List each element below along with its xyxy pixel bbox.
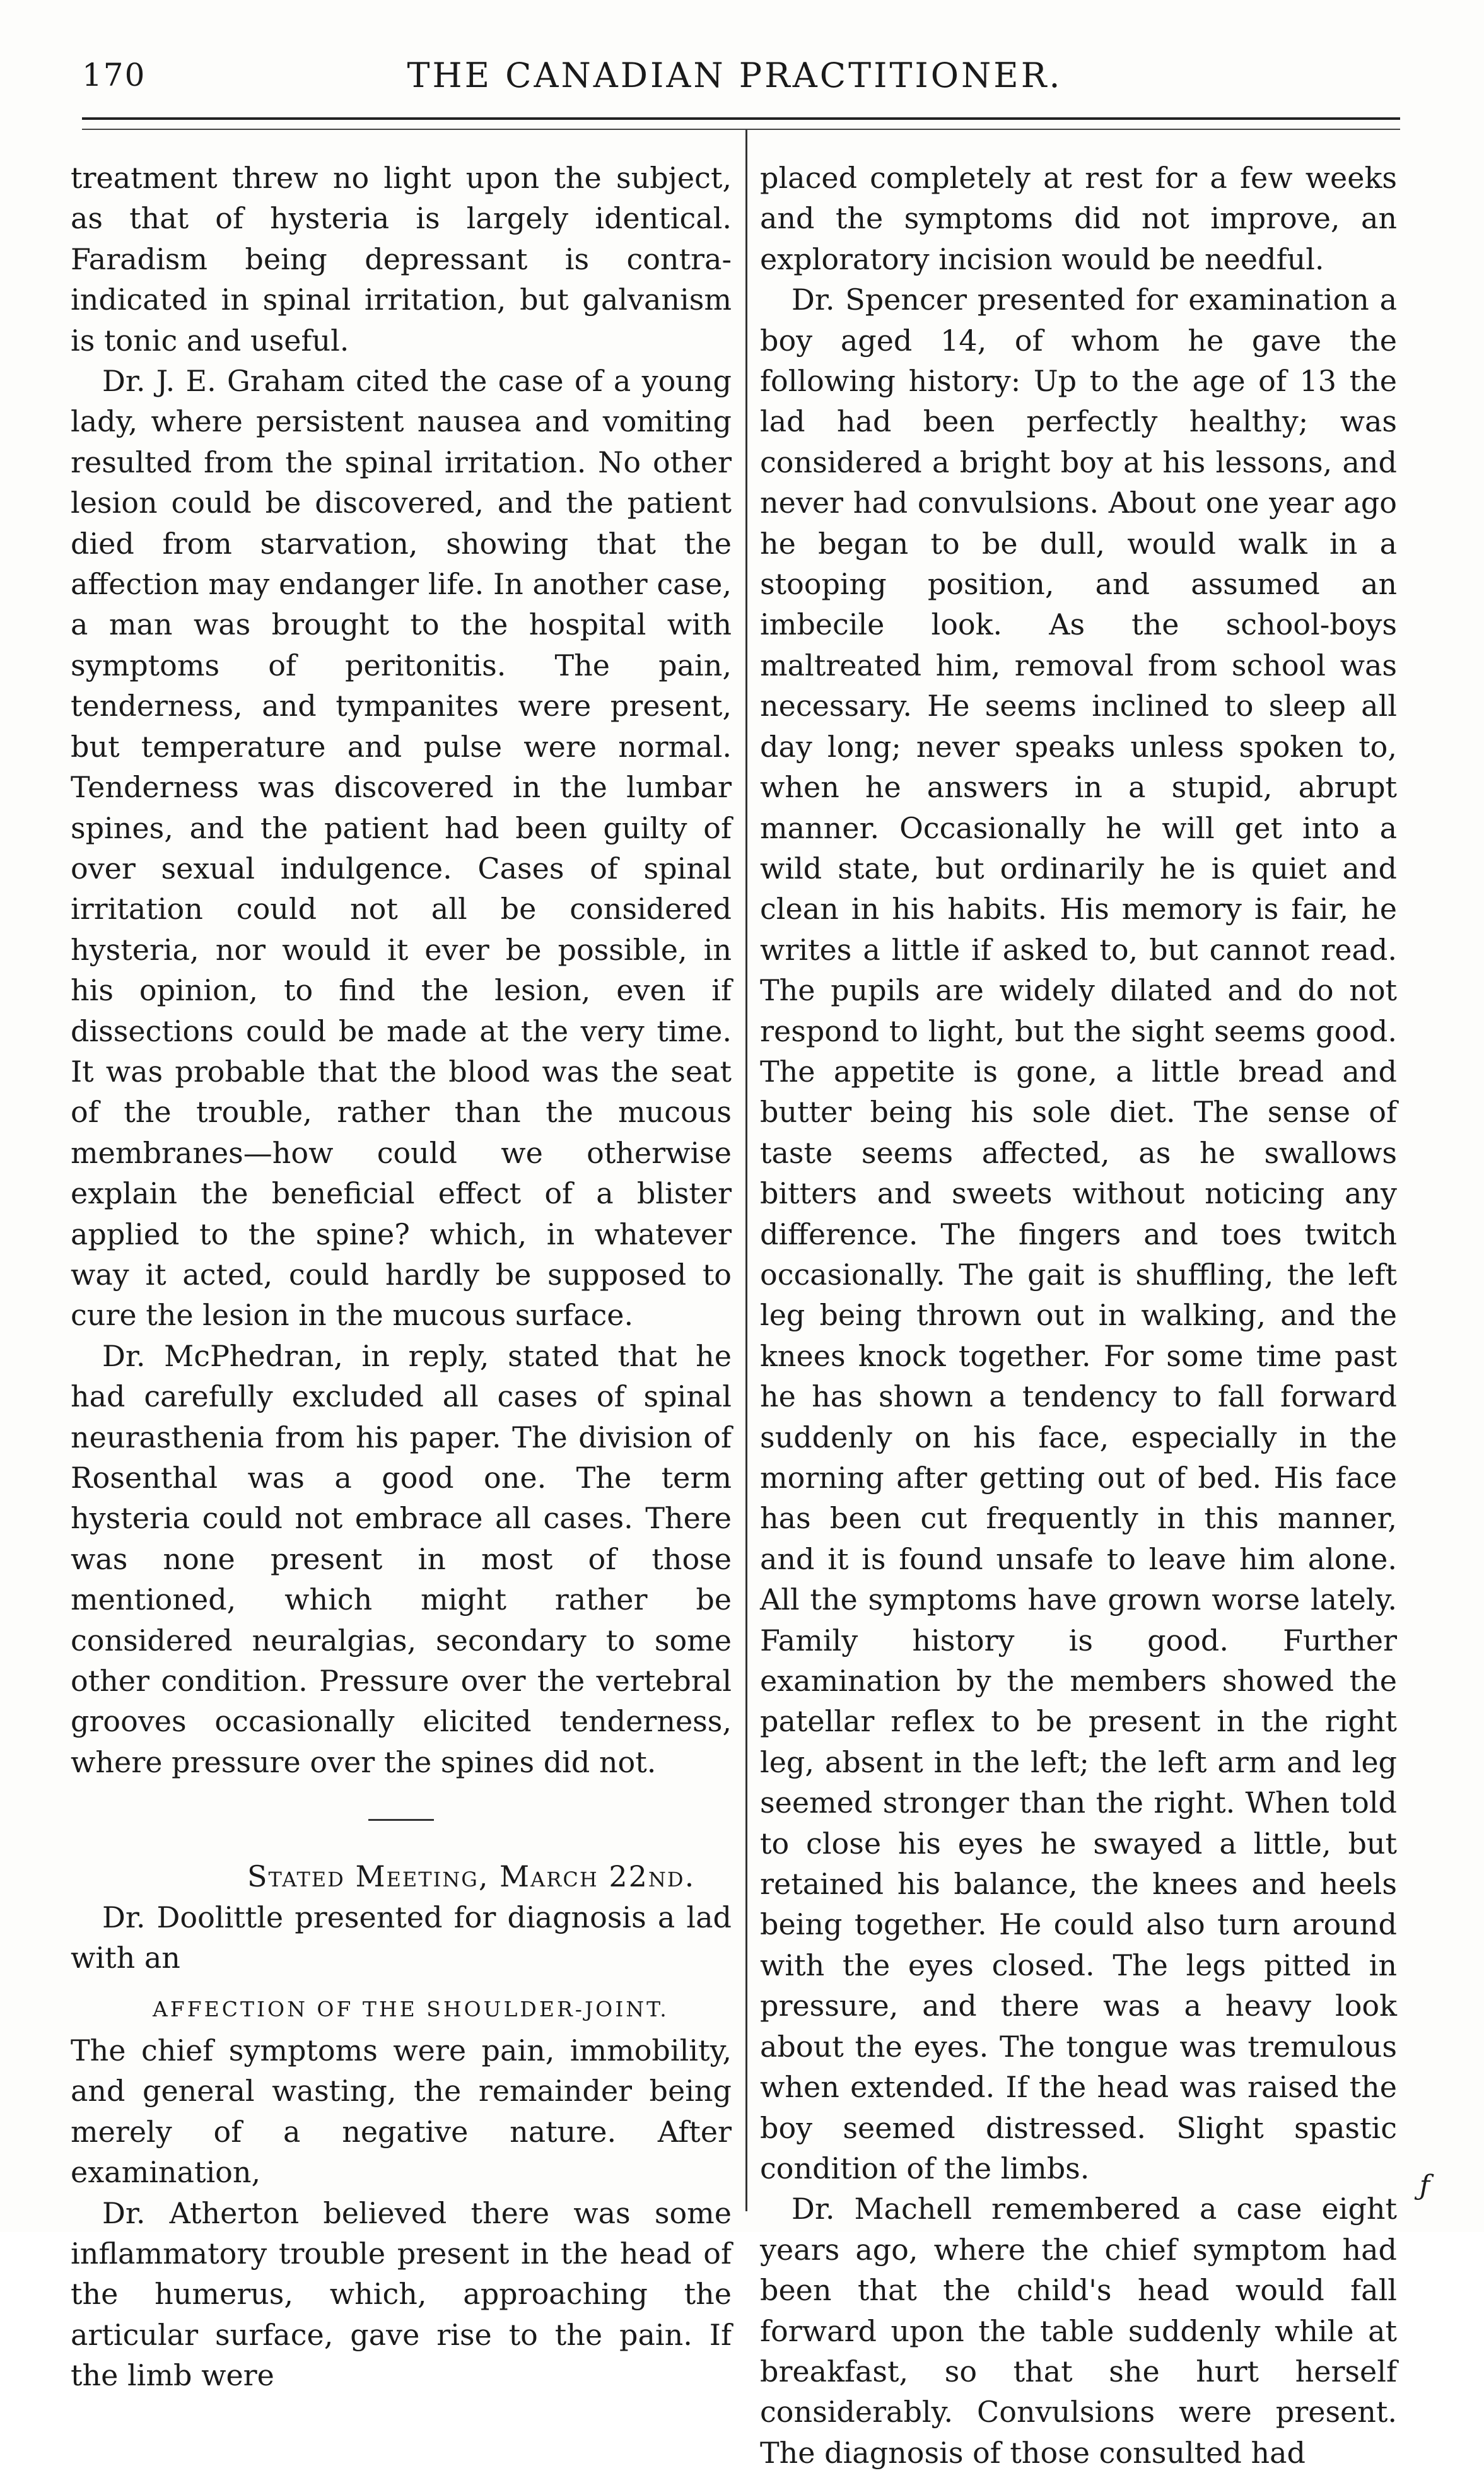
paragraph: Dr. Spencer presented for examination a boy aged 14, of whom he gave the following history: Up to the age of 13 the lad had been perfectly healthy; was considered a bright boy at his lessons, and never had convulsions. About one year ago he began to be dull, would walk in a stooping position, and assumed an imbecile look. As the school-boys maltreated him, removal from school was necessary. He seems inclined to sleep all day long; never speaks unless spoken to, when he answers in a stupid, abrupt manner. Occasionally he will get into a wild state, but ordinarily he is quiet and clean in his habits. His memory is fair, he writes a little if asked to, but cannot read. The pupils are widely dilated and do not respond to light, but the sight seems good. The appetite is gone, a little bread and butter being his sole diet. The sense of taste seems affected, as he swallows bitters and sweets without noticing any difference. The fingers and toes twitch occasionally. The gait is shuffling, the left leg being thrown out in walking, and the knees knock together. For some time past he has shown a tendency to fall forward suddenly on his face, especially in the morning after getting out of bed. His face has been cut frequently in this manner, and it is found unsafe to leave him alone. All the symptoms have grown worse lately. Family history is good. Further examination by the members showed the patellar reflex to be present in the right leg, absent in the left; the left arm and leg seemed stronger than the right. When told to close his eyes he swayed a little, but retained his balance, the knees and heels being together. He could also turn around with the eyes closed. The legs pitted in pressure, and there was a heavy look about the eyes. The tongue was tremulous when extended. If the head was raised the boy seemed distressed. Slight spastic condition of the limbs. bbox=[760, 283, 1397, 2185]
signature-mark: ƒ bbox=[1419, 2170, 1430, 2202]
right-column bbox=[760, 158, 1397, 2473]
paragraph: Dr. Doolittle presented for diagnosis a lad with an bbox=[71, 1900, 732, 1975]
paragraph: Dr. Machell remembered a case eight years ago, where the chief symptom had been that the child's head would fall forward upon the table suddenly while at breakfast, so that she hurt herself considerably. Convulsions were present. The diagnosis of those consulted had bbox=[760, 2192, 1397, 2470]
section-divider bbox=[368, 1819, 434, 1821]
paragraph: Dr. McPhedran, in reply, stated that he had carefully excluded all cases of spinal neurasthenia from his paper. The division of Rosenthal was a good one. The term hysteria could not embrace all cases. There was none present in most of those mentioned, which might rather be considered neuralgias, secondary to some other condition. Pressure over the vertebral grooves occasionally elicited tenderness, where pressure over the spines did not. bbox=[71, 1338, 732, 1779]
left-column bbox=[71, 158, 732, 2396]
paragraph: Dr. J. E. Graham cited the case of a young lady, where persistent nausea and vomiting resulted from the spinal irritation. No other lesion could be discovered, and the patient died from starvation, showing that the affection may endanger life. In another case, a man was brought to the hospital with symptoms of peritonitis. The pain, tenderness, and tympanites were present, but temperature and pulse were normal. Tenderness was discovered in the lumbar spines, and the patient had been guilty of over sexual indulgence. Cases of spinal irritation could not all be considered hysteria, nor would it ever be possible, in his opinion, to find the lesion, even if dissections could be made at the very time. It was probable that the blood was the seat of the trouble, rather than the mucous membranes—how could we otherwise explain the beneficial effect of a blister applied to the spine? which, in whatever way it acted, could hardly be supposed to cure the lesion in the mucous surface. bbox=[71, 364, 732, 1333]
column-divider bbox=[745, 130, 747, 2211]
running-title: THE CANADIAN PRACTITIONER. bbox=[407, 56, 1063, 95]
header-rule bbox=[82, 117, 1400, 120]
header-rule-thin bbox=[82, 129, 1400, 130]
subheading: AFFECTION OF THE SHOULDER-JOINT. bbox=[153, 1997, 669, 2022]
page-header bbox=[63, 49, 1406, 100]
paragraph: The chief symptoms were pain, immobility, and general wasting, the remainder being merely of a negative nature. After examination, bbox=[71, 2033, 732, 2190]
meeting-heading: Stated Meeting, March 22nd. bbox=[247, 1859, 696, 1894]
paragraph: Dr. Atherton believed there was some inflammatory trouble present in the head of the humerus, which, approaching the articular surface, gave rise to the pain. If the limb were bbox=[71, 2195, 732, 2393]
paragraph: treatment threw no light upon the subject, as that of hysteria is largely identical. Faradism being depressant is contra-indicated in spinal irritation, but galvanism is tonic and useful. bbox=[71, 161, 732, 358]
paragraph: placed completely at rest for a few weeks and the symptoms did not improve, an exploratory incision would be needful. bbox=[760, 161, 1397, 276]
page-number: 170 bbox=[82, 57, 146, 93]
